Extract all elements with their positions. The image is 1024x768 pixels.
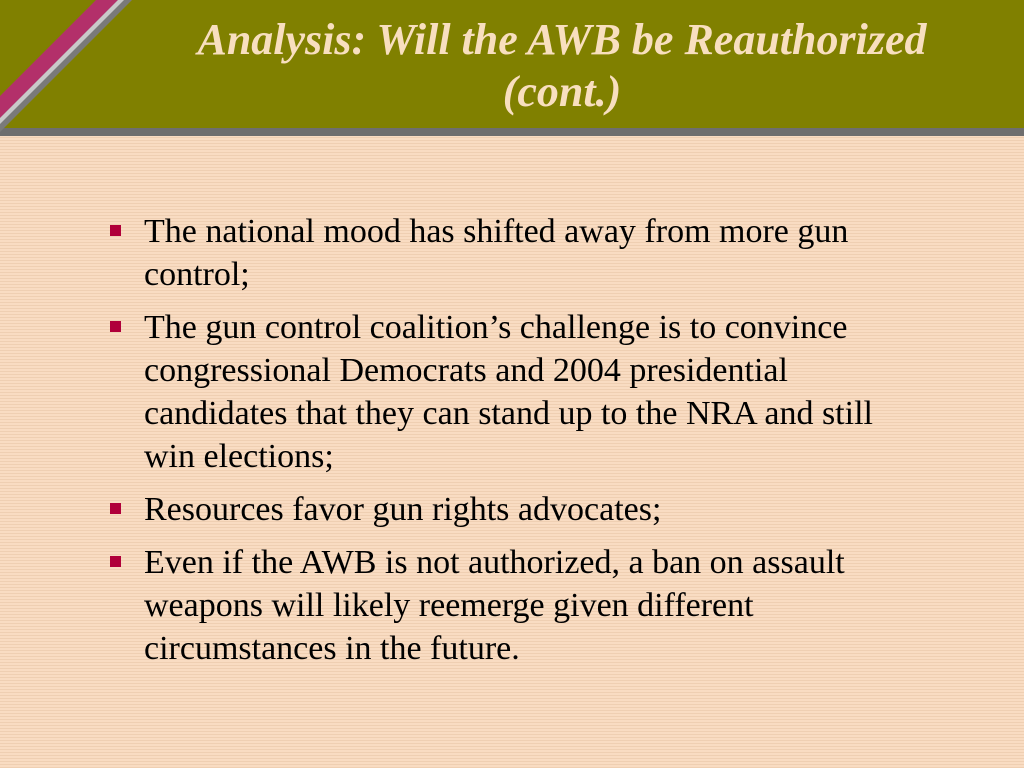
slide-title-line-1: Analysis: Will the AWB be Reauthorized	[197, 15, 927, 64]
slide-title	[110, 14, 1014, 118]
bullet-item	[108, 488, 928, 531]
bullet-text: Resources favor gun rights advocates;	[144, 491, 662, 528]
square-bullet-icon	[110, 503, 121, 514]
slide-title-line-2: (cont.)	[502, 67, 622, 116]
bullet-text: The gun control coalition’s challenge is to convince congressional Democrats and 2004 presidential candidates that they can stand up to the NRA and still win elections;	[144, 309, 873, 475]
bullet-item	[108, 541, 928, 670]
bullet-item	[108, 306, 928, 478]
square-bullet-icon	[110, 556, 121, 567]
title-underline	[0, 128, 1024, 136]
bullet-text: The national mood has shifted away from more gun control;	[144, 213, 849, 293]
bullet-list	[108, 210, 928, 680]
bullet-item	[108, 210, 928, 296]
square-bullet-icon	[110, 321, 121, 332]
bullet-text: Even if the AWB is not authorized, a ban on assault weapons will likely reemerge given different circumstances in the future.	[144, 544, 845, 667]
square-bullet-icon	[110, 225, 121, 236]
